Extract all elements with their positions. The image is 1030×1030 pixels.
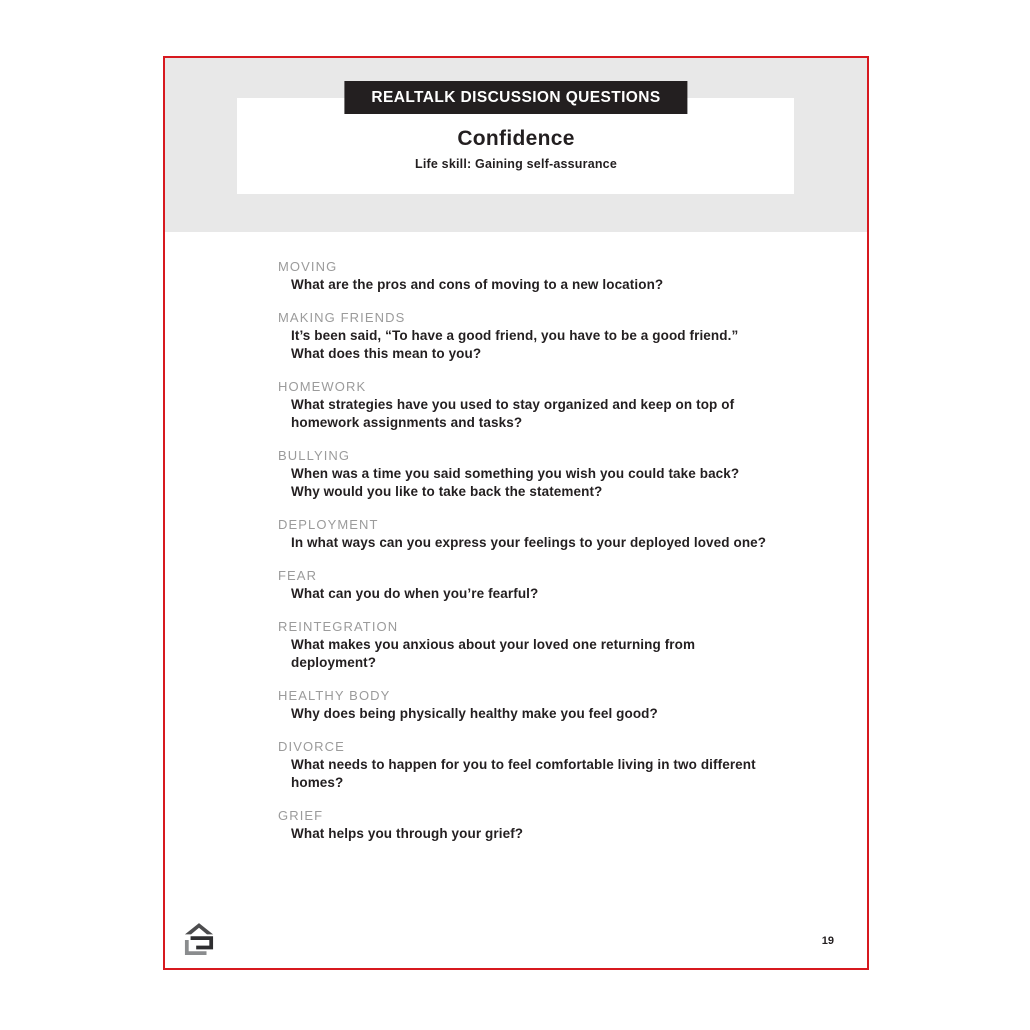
section: [278, 567, 818, 603]
section-label: BULLYING: [278, 448, 351, 463]
banner: [344, 81, 687, 114]
document-page: [163, 56, 869, 970]
section-label: MOVING: [278, 259, 338, 274]
section-label: REINTEGRATION: [278, 619, 399, 634]
section: [278, 309, 818, 363]
section-label: DIVORCE: [278, 739, 345, 754]
question-line: homework assignments and tasks?: [291, 415, 523, 430]
section-label: MAKING FRIENDS: [278, 310, 406, 325]
page-title: Confidence: [457, 127, 575, 150]
section: [278, 618, 818, 672]
section-label: FEAR: [278, 568, 318, 583]
section-label: GRIEF: [278, 808, 324, 823]
section-label: DEPLOYMENT: [278, 517, 379, 532]
question-line: What strategies have you used to stay organized and keep on top of: [291, 397, 735, 412]
question-line: What needs to happen for you to feel comfortable living in two different: [291, 757, 756, 772]
section: [278, 516, 818, 552]
question-line: What makes you anxious about your loved one returning from: [291, 637, 696, 652]
banner-text: REALTALK DISCUSSION QUESTIONS: [371, 88, 661, 106]
question-line: deployment?: [291, 655, 377, 670]
sections-list: [278, 258, 818, 858]
section: [278, 447, 818, 501]
question-line: homes?: [291, 775, 344, 790]
question-line: Why does being physically healthy make you feel good?: [291, 706, 658, 721]
section-label: HEALTHY BODY: [278, 688, 391, 703]
question-line: What does this mean to you?: [291, 346, 482, 361]
house-logo-icon: [184, 922, 214, 956]
question-line: What can you do when you’re fearful?: [291, 586, 539, 601]
page-subtitle: Life skill: Gaining self-assurance: [414, 157, 617, 171]
question-line: In what ways can you express your feelings to your deployed loved one?: [291, 535, 767, 550]
question-line: It’s been said, “To have a good friend, you have to be a good friend.”: [291, 328, 739, 343]
section: [278, 687, 818, 723]
question-line: What are the pros and cons of moving to a new location?: [291, 277, 664, 292]
question-line: When was a time you said something you wish you could take back?: [291, 466, 740, 481]
section: [278, 738, 818, 792]
section: [278, 807, 818, 843]
section: [278, 378, 818, 432]
section-label: HOMEWORK: [278, 379, 367, 394]
question-line: Why would you like to take back the statement?: [291, 484, 603, 499]
section: [278, 258, 818, 294]
question-line: What helps you through your grief?: [291, 826, 524, 841]
page-number: 19: [821, 935, 834, 947]
